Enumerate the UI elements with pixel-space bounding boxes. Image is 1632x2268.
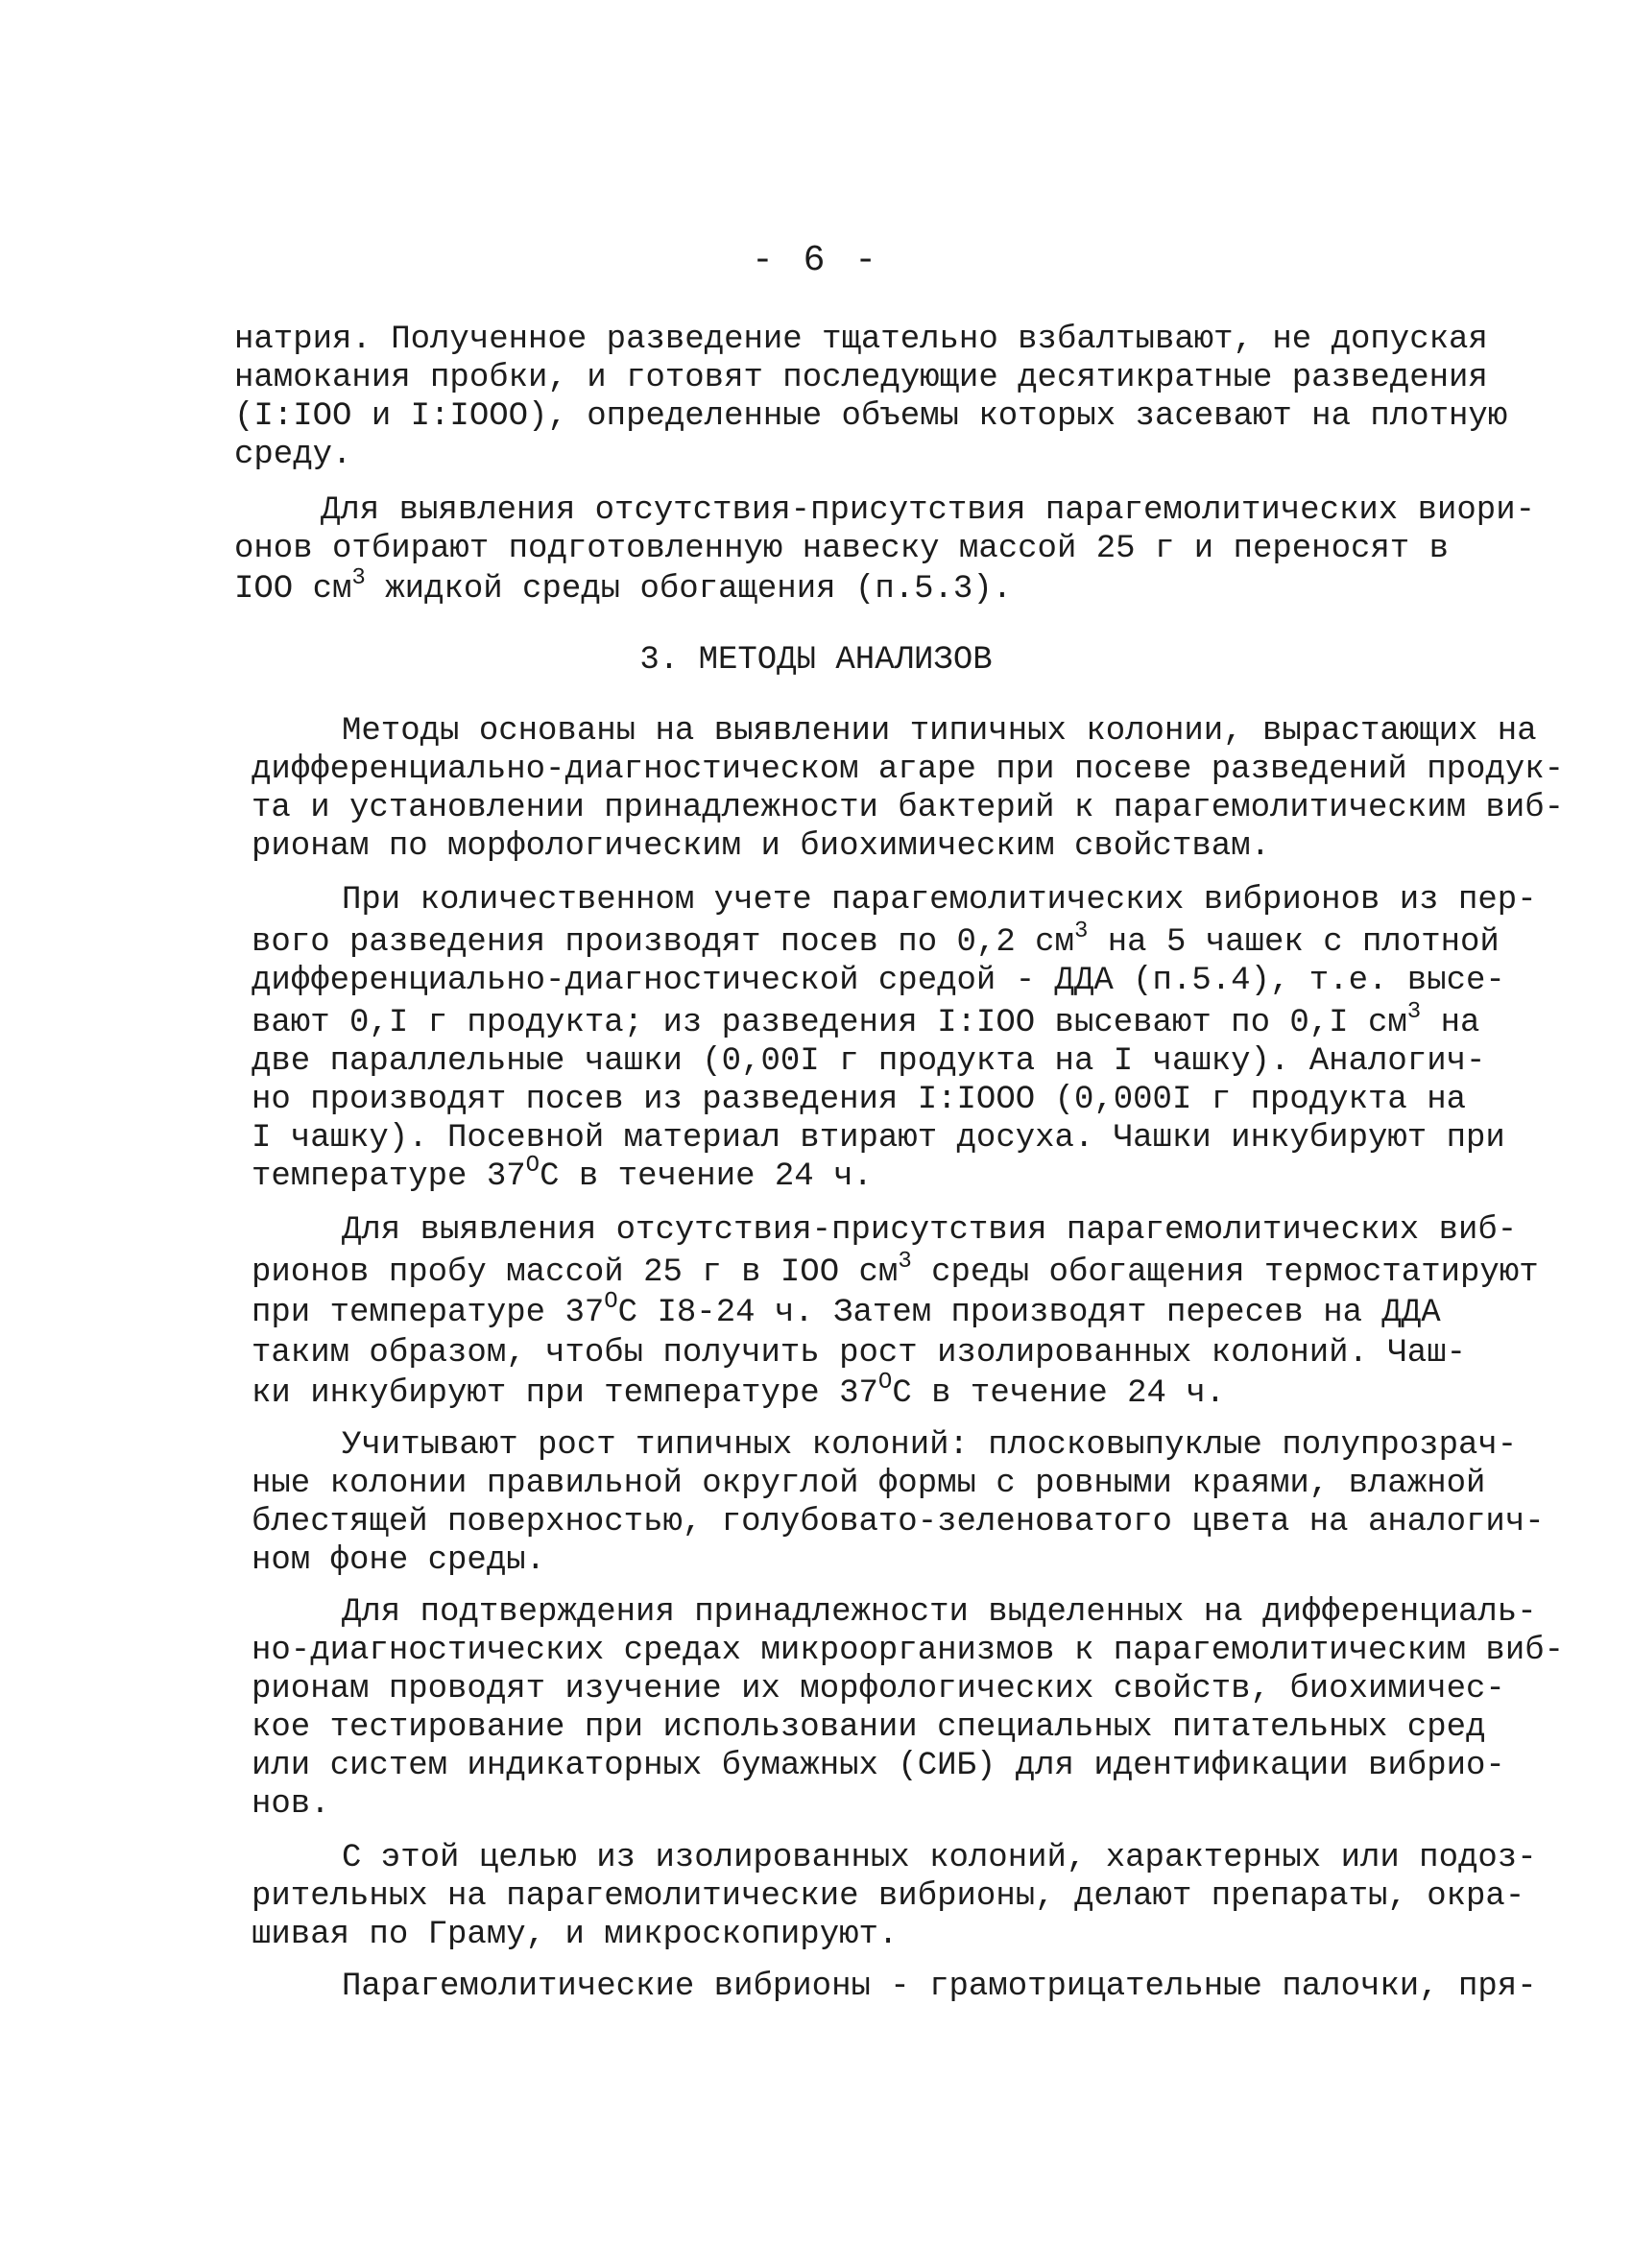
text-line: Для выявления отсутствия-присутствия парагемолитических виб- bbox=[342, 1212, 1518, 1249]
text-line: Для подтверждения принадлежности выделенных на дифференциаль- bbox=[342, 1594, 1537, 1631]
superscript: 3 bbox=[898, 1249, 912, 1275]
text-line: ном фоне среды. bbox=[252, 1542, 546, 1579]
text-segment: на bbox=[1421, 1005, 1480, 1041]
text-line: ные колонии правильной округлой формы с ровными краями, влажной bbox=[252, 1466, 1486, 1502]
text-segment: вают 0,I г продукта; из разведения I:IOO высевают по 0,I см bbox=[252, 1005, 1407, 1041]
text-line: та и установлении принадлежности бактерий к парагемолитическим виб- bbox=[252, 790, 1565, 826]
section-heading: 3. МЕТОДЫ АНАЛИЗОВ bbox=[639, 642, 993, 679]
text-segment: жидкой среды обогащения (п.5.3). bbox=[365, 571, 1013, 608]
text-line: рионам проводят изучение их морфологических свойств, биохимичес- bbox=[252, 1671, 1505, 1707]
text-line bbox=[252, 1153, 873, 1196]
text-line: Парагемолитические вибрионы - грамотрицательные палочки, пря- bbox=[342, 1969, 1537, 2005]
text-line: блестящей поверхностью, голубовато-зеленоватого цвета на аналогич- bbox=[252, 1504, 1545, 1540]
text-line: две параллельные чашки (0,00I г продукта на I чашку). Аналогич- bbox=[252, 1043, 1486, 1080]
text-line: рионам по морфологическим и биохимическим свойствам. bbox=[252, 828, 1270, 865]
text-line: намокания пробки, и готовят последующие десятикратные разведения bbox=[234, 360, 1488, 396]
text-segment: IOO см bbox=[234, 571, 352, 608]
text-line bbox=[252, 1249, 1539, 1292]
text-line: Для выявления отсутствия-присутствия парагемолитических виори- bbox=[321, 492, 1536, 529]
text-segment: ки инкубируют при температуре 37 bbox=[252, 1375, 878, 1412]
text-line: или систем индикаторных бумажных (СИБ) для идентификации вибрио- bbox=[252, 1748, 1505, 1784]
text-line bbox=[252, 1289, 1441, 1332]
text-line: но-диагностических средах микроорганизмов к парагемолитическим виб- bbox=[252, 1633, 1565, 1669]
text-line: натрия. Полученное разведение тщательно взбалтывают, не допуская bbox=[234, 322, 1488, 358]
text-line: I чашку). Посевной материал втирают досуха. Чашки инкубируют при bbox=[252, 1120, 1505, 1157]
text-line: Методы основаны на выявлении типичных колонии, вырастающих на bbox=[342, 713, 1537, 750]
superscript: 3 bbox=[351, 565, 366, 591]
text-line: дифференциально-диагностической средой - ДДА (п.5.4), т.е. высе- bbox=[252, 963, 1505, 999]
text-segment: С I8-24 ч. Затем производят пересев на ДДА bbox=[617, 1295, 1441, 1331]
text-segment: температуре 37 bbox=[252, 1158, 526, 1195]
text-segment: на 5 чашек с плотной bbox=[1088, 924, 1500, 961]
text-segment: рионов пробу массой 25 г в IOO см bbox=[252, 1254, 899, 1291]
text-segment: вого разведения производят посев по 0,2 см bbox=[252, 924, 1074, 961]
text-segment: С в течение 24 ч. bbox=[540, 1158, 873, 1195]
text-line: онов отбирают подготовленную навеску массой 25 г и переносят в bbox=[234, 531, 1450, 567]
text-line bbox=[234, 565, 1013, 609]
text-line: таким образом, чтобы получить рост изолированных колоний. Чаш- bbox=[252, 1335, 1467, 1372]
text-line: но производят посев из разведения I:IOOO (0,000I г продукта на bbox=[252, 1082, 1467, 1118]
text-line: кое тестирование при использовании специальных питательных сред bbox=[252, 1709, 1486, 1746]
page-number: - 6 - bbox=[751, 240, 881, 281]
text-line bbox=[252, 999, 1480, 1042]
text-line bbox=[252, 1370, 1226, 1413]
text-segment: С в течение 24 ч. bbox=[892, 1375, 1226, 1412]
superscript: О bbox=[877, 1370, 893, 1396]
text-segment: среды обогащения термостатируют bbox=[911, 1254, 1539, 1291]
text-segment: при температуре 37 bbox=[252, 1295, 605, 1331]
text-line: нов. bbox=[252, 1786, 330, 1823]
text-line: среду. bbox=[234, 437, 352, 473]
text-line: С этой целью из изолированных колоний, характерных или подоз- bbox=[342, 1840, 1537, 1876]
text-line: шивая по Граму, и микроскопируют. bbox=[252, 1917, 899, 1953]
text-line: дифференциально-диагностическом агаре при посеве разведений продук- bbox=[252, 752, 1565, 788]
text-line: Учитывают рост типичных колоний: плосковыпуклые полупрозрач- bbox=[342, 1427, 1518, 1464]
text-line: рительных на парагемолитические вибрионы, делают препараты, окра- bbox=[252, 1878, 1525, 1915]
superscript: О bbox=[525, 1153, 540, 1179]
text-line: При количественном учете парагемолитических вибрионов из пер- bbox=[342, 882, 1537, 919]
superscript: 3 bbox=[1406, 999, 1422, 1025]
text-line bbox=[252, 919, 1500, 962]
text-line: (I:IOO и I:IOOO), определенные объемы которых засевают на плотную bbox=[234, 398, 1508, 435]
superscript: 3 bbox=[1073, 919, 1089, 944]
superscript: О bbox=[604, 1289, 618, 1315]
